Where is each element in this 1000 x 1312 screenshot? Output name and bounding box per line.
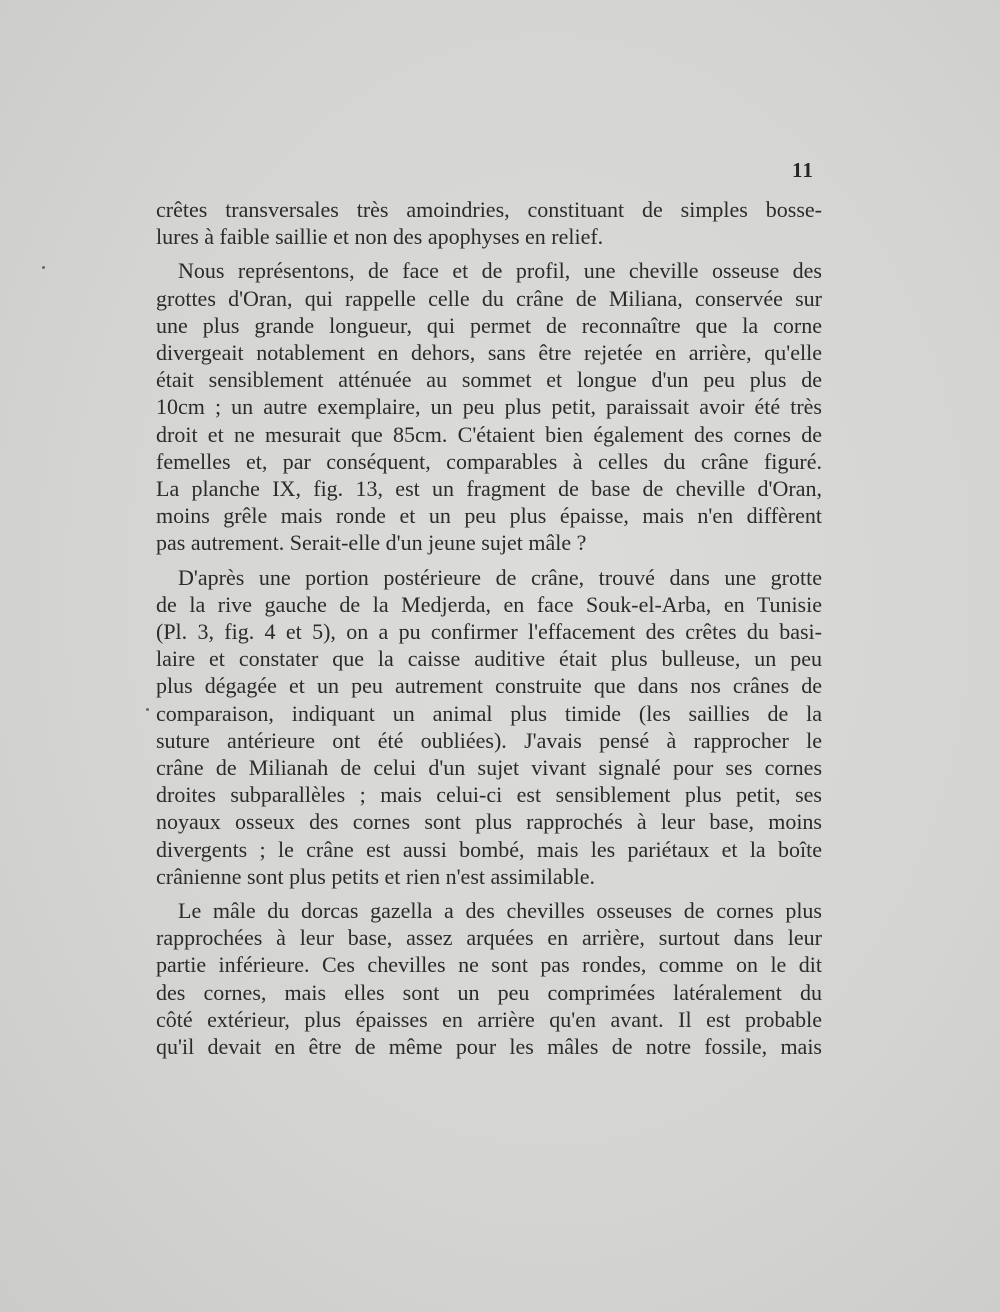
text-line: pas autrement. Serait-elle d'un jeune sujet mâle ?: [156, 530, 587, 556]
text-line: côté extérieur, plus épaisses en arrière qu'en avant. Il est probable: [156, 1006, 822, 1032]
paper-speck: [42, 266, 45, 269]
paper-speck: [146, 708, 149, 711]
text-line: partie inférieure. Ces chevilles ne sont pas rondes, comme on le dit: [156, 952, 822, 978]
text-line: crâne de Milianah de celui d'un sujet vivant signalé pour ses cornes: [156, 755, 822, 781]
text-line: Nous représentons, de face et de profil, une cheville osseuse des: [178, 258, 822, 284]
text-line: D'après une portion postérieure de crâne, trouvé dans une grotte: [178, 564, 822, 590]
text-line: crânienne sont plus petits et rien n'est assimilable.: [156, 863, 595, 889]
text-line: divergents ; le crâne est aussi bombé, mais les pariétaux et la boîte: [156, 836, 822, 862]
text-line: des cornes, mais elles sont un peu comprimées latéralement du: [156, 979, 822, 1005]
text-line: qu'il devait en être de même pour les mâles de notre fossile, mais: [156, 1034, 822, 1060]
text-line: grottes d'Oran, qui rappelle celle du crâne de Miliana, conservée sur: [156, 285, 822, 311]
text-line: lures à faible saillie et non des apophyses en relief.: [156, 224, 604, 250]
text-line: droites subparallèles ; mais celui-ci est sensiblement plus petit, ses: [156, 782, 822, 808]
text-line: de la rive gauche de la Medjerda, en face Souk-el-Arba, en Tunisie: [156, 591, 822, 617]
body-text: [156, 196, 822, 1067]
text-line: Le mâle du dorcas gazella a des chevilles osseuses de cornes plus: [178, 898, 822, 924]
paragraph-3: [156, 564, 822, 890]
text-line: (Pl. 3, fig. 4 et 5), on a pu confirmer l'effacement des crêtes du basi-: [156, 619, 822, 645]
text-line: crêtes transversales très amoindries, constituant de simples bosse-: [156, 197, 822, 222]
paragraph-4: [156, 897, 822, 1060]
text-line: laire et constater que la caisse auditive était plus bulleuse, un peu: [156, 646, 822, 672]
page-number: 11: [792, 158, 814, 182]
text-line: femelles et, par conséquent, comparables à celles du crâne figuré.: [156, 448, 822, 474]
paragraph-2: [156, 257, 822, 556]
text-line: suture antérieure ont été oubliées). J'avais pensé à rapprocher le: [156, 727, 822, 753]
text-line: La planche IX, fig. 13, est un fragment de base de cheville d'Oran,: [156, 476, 822, 502]
paragraph-1: [156, 196, 822, 250]
text-line: 10cm ; un autre exemplaire, un peu plus petit, paraissait avoir été très: [156, 394, 822, 420]
text-line: droit et ne mesurait que 85cm. C'étaient bien également des cornes de: [156, 421, 822, 447]
text-line: noyaux osseux des cornes sont plus rapprochés à leur base, moins: [156, 809, 822, 835]
text-line: une plus grande longueur, qui permet de reconnaître que la corne: [156, 312, 822, 338]
text-line: plus dégagée et un peu autrement construite que dans nos crânes de: [156, 673, 822, 699]
text-line: divergeait notablement en dehors, sans être rejetée en arrière, qu'elle: [156, 340, 822, 366]
text-line: moins grêle mais ronde et un peu plus épaisse, mais n'en diffèrent: [156, 503, 822, 529]
text-line: rapprochées à leur base, assez arquées en arrière, surtout dans leur: [156, 925, 822, 951]
text-line: comparaison, indiquant un animal plus timide (les saillies de la: [156, 700, 822, 726]
text-line: était sensiblement atténuée au sommet et longue d'un peu plus de: [156, 367, 822, 393]
